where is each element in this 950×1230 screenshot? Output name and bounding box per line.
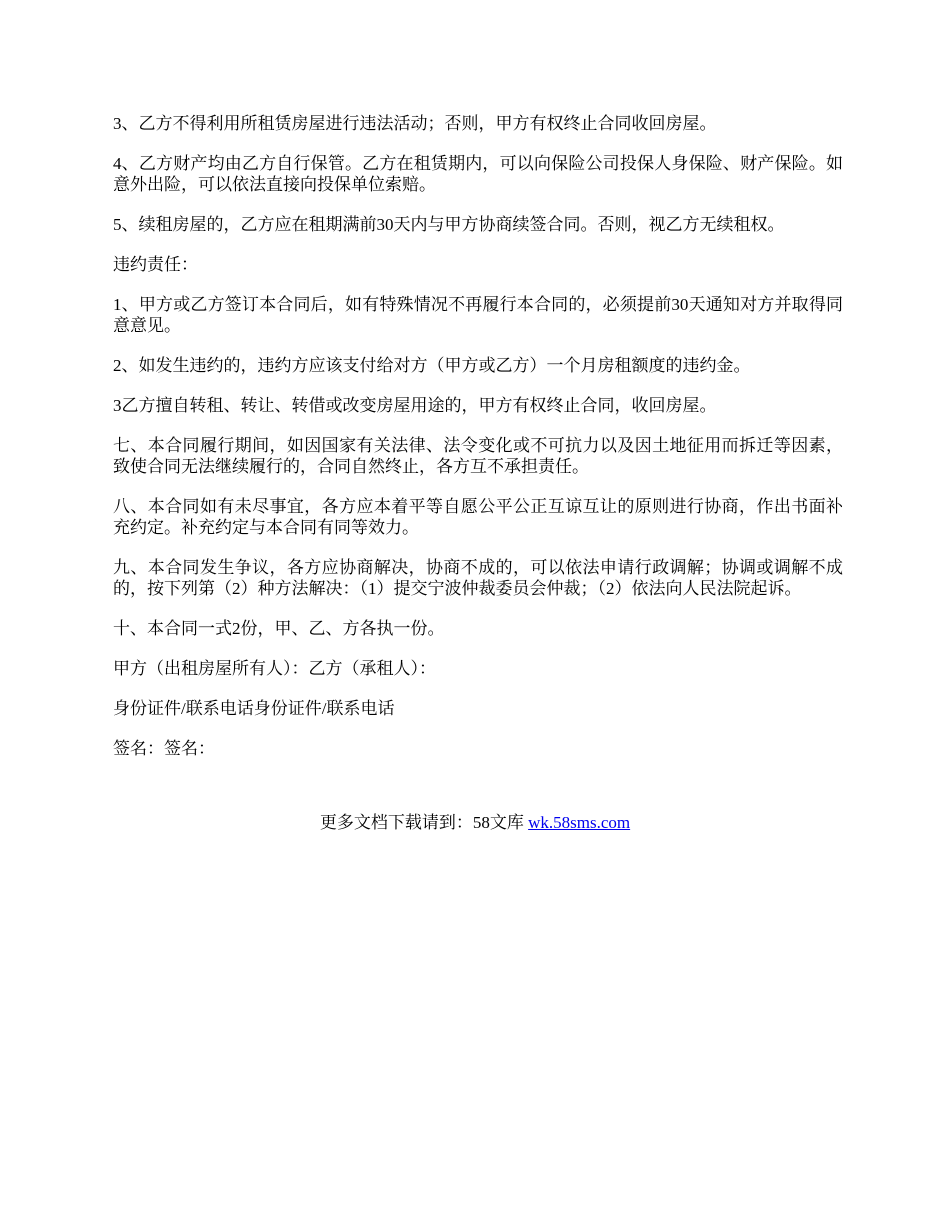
footer-site-link[interactable]: wk.58sms.com [528, 813, 631, 832]
breach-clause-2-paragraph: 2、如发生违约的，违约方应该支付给对方（甲方或乙方）一个月房租额度的违约金。 [113, 356, 751, 375]
id-phone-line: 身份证件/联系电话身份证件/联系电话 [113, 699, 395, 718]
clause-5-paragraph: 5、续租房屋的，乙方应在租期满前30天内与甲方协商续签合同。否则，视乙方无续租权。 [113, 215, 785, 234]
breach-clause-3-paragraph: 3乙方擅自转租、转让、转借或改变房屋用途的，甲方有权终止合同，收回房屋。 [113, 396, 717, 415]
breach-liability-heading: 违约责任： [113, 255, 198, 274]
footer-text: 更多文档下载请到：58文库 [319, 813, 529, 832]
clause-3-paragraph: 3、乙方不得利用所租赁房屋进行违法活动；否则，甲方有权终止合同收回房屋。 [113, 114, 717, 133]
article-7-paragraph: 七、本合同履行期间，如因国家有关法律、法令变化或不可抗力以及因土地征用而拆迁等因素，致使合同无法继续履行的，合同自然终止，各方互不承担责任。 [113, 436, 843, 476]
article-8-paragraph: 八、本合同如有未尽事宜，各方应本着平等自愿公平公正互谅互让的原则进行协商，作出书面补充约定。补充约定与本合同有同等效力。 [113, 497, 843, 537]
document-body [113, 113, 843, 778]
signature-line: 签名：签名： [113, 739, 215, 758]
parties-line: 甲方（出租房屋所有人）：乙方（承租人）： [113, 659, 436, 678]
breach-clause-1-paragraph: 1、甲方或乙方签订本合同后，如有特殊情况不再履行本合同的，必须提前30天通知对方并取得同意意见。 [113, 295, 843, 335]
clause-4-paragraph: 4、乙方财产均由乙方自行保管。乙方在租赁期内，可以向保险公司投保人身保险、财产保险。如意外出险，可以依法直接向投保单位索赔。 [113, 154, 843, 194]
article-10-paragraph: 十、本合同一式2份，甲、乙、方各执一份。 [113, 619, 445, 638]
article-9-paragraph: 九、本合同发生争议，各方应协商解决，协商不成的，可以依法申请行政调解；协调或调解不成的，按下列第（2）种方法解决：（1）提交宁波仲裁委员会仲裁；（2）依法向人民法院起诉。 [113, 558, 843, 598]
footer-download-notice [0, 812, 950, 833]
